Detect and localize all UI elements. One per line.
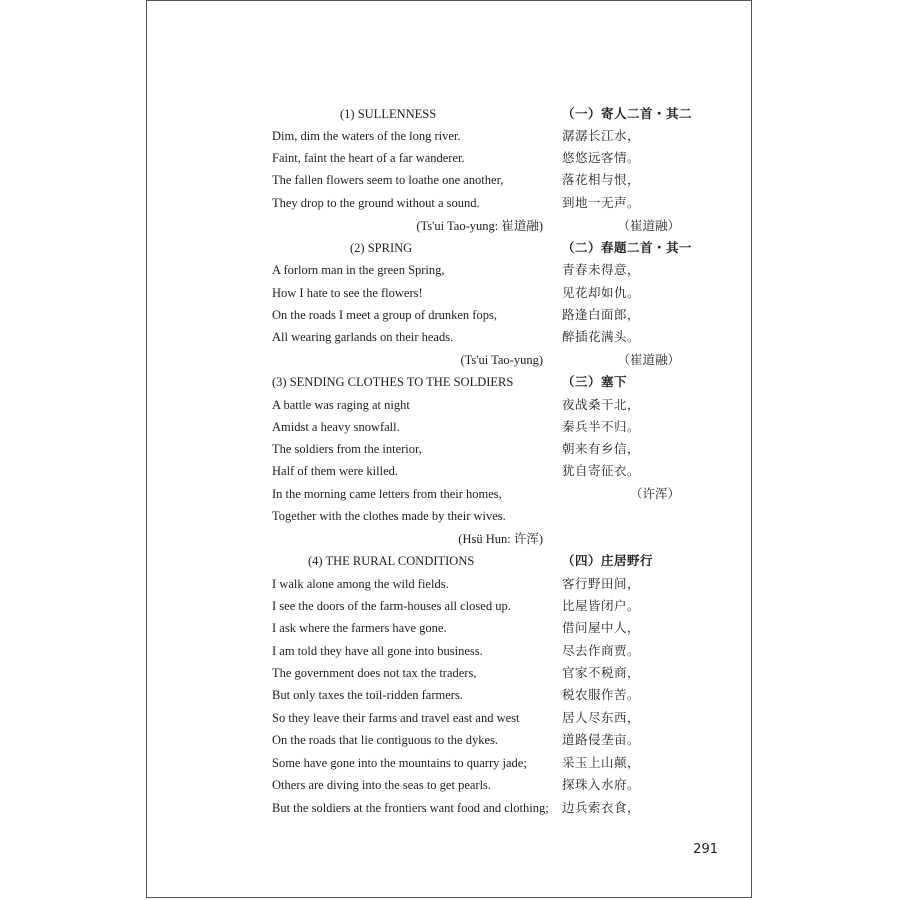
poem-1-line-en: They drop to the ground without a sound.: [272, 196, 480, 210]
poem-1-author-zh: （崔道融）: [617, 219, 680, 233]
poem-4-title-en: (4) THE RURAL CONDITIONS: [308, 554, 475, 568]
poem-4-line-en: Some have gone into the mountains to quarry jade;: [272, 756, 527, 770]
poem-4-line-en: But only taxes the toil-ridden farmers.: [272, 688, 463, 702]
poem-4-line-en: Others are diving into the seas to get pearls.: [272, 778, 492, 792]
poem-2-title-zh: （二）春题二首・其一: [562, 241, 693, 255]
poem-1-line-zh: 潺潺长江水，: [562, 129, 641, 143]
poem-1-line-zh: 悠悠远客情。: [562, 151, 641, 165]
poem-1-author-en: (Ts'ui Tao-yung: 崔道融): [416, 219, 543, 233]
poem-3-line-en: The soldiers from the interior,: [272, 442, 422, 456]
poem-1-line-en: The fallen flowers seem to loathe one another,: [272, 173, 504, 187]
poem-2-line-en: All wearing garlands on their heads.: [272, 330, 454, 344]
poem-2-line-zh: 路逢白面郎，: [562, 308, 641, 322]
poem-3-line-en: Together with the clothes made by their wives.: [272, 509, 506, 523]
poem-1-line-zh: 到地一无声。: [562, 196, 641, 210]
poem-4-line-en: But the soldiers at the frontiers want food and clothing;: [272, 801, 549, 815]
poem-4-line-en: The government does not tax the traders,: [272, 666, 477, 680]
poem-4-line-zh: 探珠入水府。: [562, 778, 641, 792]
poem-1-title-en: (1) SULLENNESS: [340, 107, 437, 121]
poem-3-line-zh: 犹自寄征衣。: [562, 464, 641, 478]
poem-3-line-zh: 夜战桑干北，: [562, 398, 641, 412]
poem-4-line-zh: 比屋皆闭户。: [562, 599, 641, 613]
page-number: 291: [693, 842, 718, 857]
poem-4-title-zh: （四）庄居野行: [562, 554, 654, 568]
poem-2-author-en: (Ts'ui Tao-yung): [460, 353, 543, 367]
poem-3-line-en: Amidst a heavy snowfall.: [272, 420, 400, 434]
poem-2-line-zh: 青春未得意，: [562, 263, 641, 277]
poem-3-title-en: (3) SENDING CLOTHES TO THE SOLDIERS: [272, 375, 514, 389]
poem-4-line-en: I ask where the farmers have gone.: [272, 621, 447, 635]
poem-4-line-zh: 采玉上山颠，: [562, 756, 641, 770]
poem-3-title-zh: （三）塞下: [562, 375, 628, 389]
poem-1-line-zh: 落花相与恨，: [562, 173, 641, 187]
poem-2-line-en: How I hate to see the flowers!: [272, 286, 423, 300]
poem-3-author-en: (Hsü Hun: 许浑): [458, 532, 543, 546]
poem-3-line-zh: 朝来有乡信，: [562, 442, 641, 456]
poem-3-line-en: In the morning came letters from their homes,: [272, 487, 502, 501]
poem-4-line-zh: 税农服作苦。: [562, 688, 641, 702]
poem-4-line-en: So they leave their farms and travel east and west: [272, 711, 520, 725]
poem-2-line-zh: 见花却如仇。: [562, 286, 641, 300]
poem-1-line-en: Dim, dim the waters of the long river.: [272, 129, 461, 143]
poem-3-line-zh: 秦兵半不归。: [562, 420, 641, 434]
poem-4-line-zh: 边兵索衣食，: [562, 801, 641, 815]
poem-3-line-en: Half of them were killed.: [272, 464, 398, 478]
poem-3-line-en: A battle was raging at night: [272, 398, 410, 412]
poem-1-title-zh: （一）寄人二首・其二: [562, 107, 693, 121]
poem-4-line-en: I see the doors of the farm-houses all closed up.: [272, 599, 511, 613]
poem-4-line-en: I walk alone among the wild fields.: [272, 577, 449, 591]
poem-4-line-zh: 尽去作商贾。: [562, 644, 641, 658]
poem-4-line-zh: 借问屋中人，: [562, 621, 641, 635]
poem-4-line-en: I am told they have all gone into business.: [272, 644, 483, 658]
poem-2-line-zh: 醉插花满头。: [562, 330, 641, 344]
poem-2-title-en: (2) SPRING: [350, 241, 413, 255]
poem-3-author-zh: （许浑）: [629, 487, 680, 501]
poem-4-line-zh: 客行野田间，: [562, 577, 641, 591]
poem-4-line-en: On the roads that lie contiguous to the dykes.: [272, 733, 499, 747]
poem-4-line-zh: 道路侵垄亩。: [562, 733, 641, 747]
poem-2-line-en: On the roads I meet a group of drunken fops,: [272, 308, 497, 322]
poem-4-line-zh: 居人尽东西，: [562, 711, 641, 725]
poem-4-line-zh: 官家不税商，: [562, 666, 641, 680]
poem-1-line-en: Faint, faint the heart of a far wanderer.: [272, 151, 465, 165]
poem-2-author-zh: （崔道融）: [617, 353, 680, 367]
poem-2-line-en: A forlorn man in the green Spring,: [272, 263, 445, 277]
